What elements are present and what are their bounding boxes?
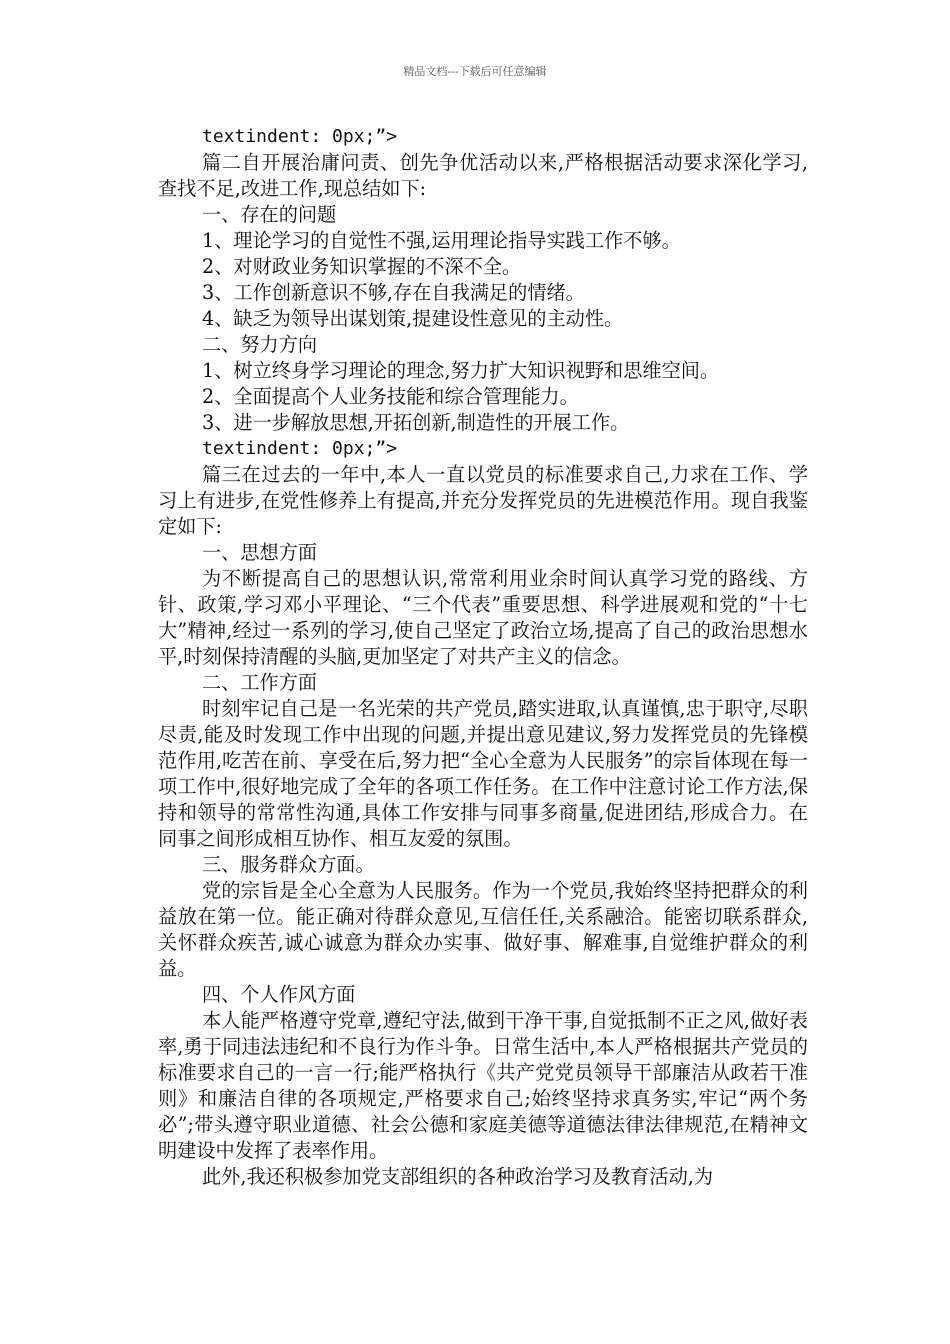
- list-item: 1、理论学习的自觉性不强,运用理论指导实践工作不够。: [202, 229, 681, 252]
- section-heading: 二、工作方面: [202, 671, 318, 694]
- paragraph: 篇三在过去的一年中,本人一直以党员的标准要求自己,力求在工作、学习上有进步,在党性修养上有提高,并充分发挥党员的先进模范作用。现自我鉴定如下:: [158, 463, 808, 538]
- document-body: [158, 124, 808, 1190]
- section-heading: 一、思想方面: [202, 541, 318, 564]
- section-heading: 四、个人作风方面: [202, 983, 356, 1006]
- code-fragment: textindent: 0px;”>: [202, 126, 398, 147]
- code-fragment: textindent: 0px;”>: [202, 438, 398, 459]
- paragraph: 党的宗旨是全心全意为人民服务。作为一个党员,我始终坚持把群众的利益放在第一位。能正确对待群众意见,互信任任,关系融洽。能密切联系群众,关怀群众疾苦,诚心诚意为群众办实事、做好事、解难事,自觉维护群众的利益。: [158, 879, 808, 980]
- list-item: 2、全面提高个人业务技能和综合管理能力。: [202, 385, 579, 408]
- paragraph: 篇二自开展治庸问责、创先争优活动以来,严格根据活动要求深化学习,查找不足,改进工作,现总结如下:: [158, 151, 808, 200]
- section-heading: 三、服务群众方面。: [202, 853, 375, 876]
- paragraph: 本人能严格遵守党章,遵纪守法,做到干净干事,自觉抵制不正之风,做好表率,勇于同违法违纪和不良行为作斗争。日常生活中,本人严格根据共产党员的标准要求自己的一言一行;能严格执行《共产党党员领导干部廉洁从政若干准则》和廉洁自律的各项规定,严格要求自己;始终坚持求真务实,牢记“两个务必”;带头遵守职业道德、社会公德和家庭美德等道德法律法律规范,在精神文明建设中发挥了表率作用。: [158, 1009, 808, 1162]
- list-item: 2、对财政业务知识掌握的不深不全。: [202, 255, 522, 278]
- section-heading: 二、努力方向: [202, 333, 318, 356]
- page-header: 精品文档---下载后可任意编辑: [403, 65, 547, 78]
- paragraph: 为不断提高自己的思想认识,常常利用业余时间认真学习党的路线、方针、政策,学习邓小平理论、“三个代表”重要思想、科学进展观和党的“十七大”精神,经过一系列的学习,使自己坚定了政治立场,提高了自己的政治思想水平,时刻保持清醒的头脑,更加坚定了对共产主义的信念。: [158, 567, 808, 668]
- paragraph: 此外,我还积极参加党支部组织的各种政治学习及教育活动,为: [202, 1165, 714, 1188]
- list-item: 3、工作创新意识不够,存在自我满足的情绪。: [202, 281, 585, 304]
- list-item: 3、进一步解放思想,开拓创新,制造性的开展工作。: [202, 411, 630, 434]
- section-heading: 一、存在的问题: [202, 203, 337, 226]
- list-item: 4、缺乏为领导出谋划策,提建设性意见的主动性。: [202, 307, 624, 330]
- paragraph: 时刻牢记自己是一名光荣的共产党员,踏实进取,认真谨慎,忠于职守,尽职尽责,能及时发现工作中出现的问题,并提出意见建议,努力发挥党员的先锋模范作用,吃苦在前、享受在后,努力把“全心全意为人民服务”的宗旨体现在每一项工作中,很好地完成了全年的各项工作任务。在工作中注意讨论工作方法,保持和领导的常常性沟通,具体工作安排与同事多商量,促进团结,形成合力。在同事之间形成相互协作、相互友爱的氛围。: [158, 697, 808, 850]
- list-item: 1、树立终身学习理论的理念,努力扩大知识视野和思维空间。: [202, 359, 720, 382]
